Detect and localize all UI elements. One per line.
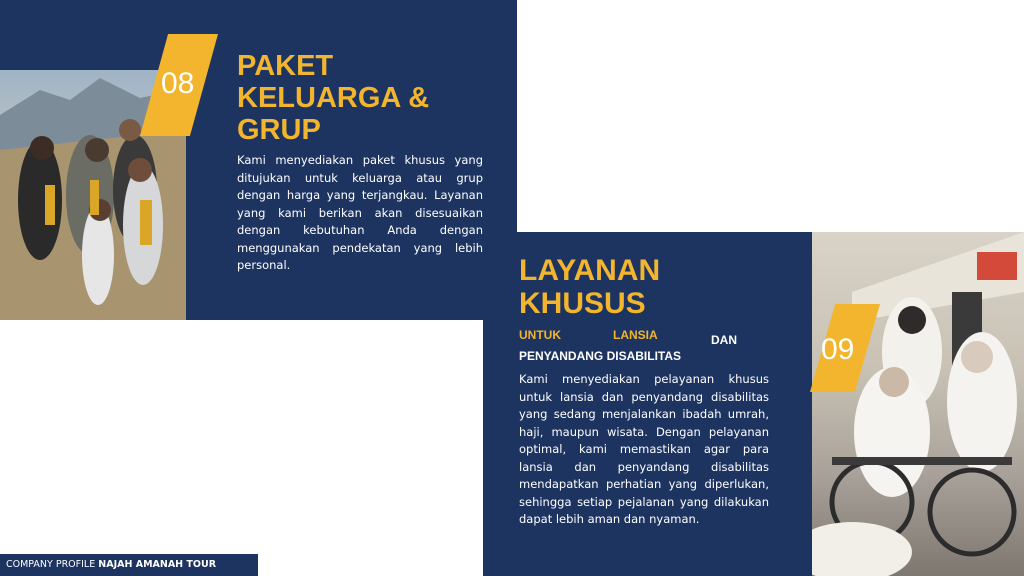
section-09-description: Kami menyediakan pelayanan khusus untuk lansia dan penyandang disabilitas yang sedang menjalankan ibadah umrah, haji, maupun wisata. Dengan pelayanan optimal, kami memastikan agar para lansia dan penyandang disabilitas mendapatkan perhatian yang diperlukan, sehingga setiap pejalanan yang dilakukan dapat lebih aman dan nyaman. (519, 372, 769, 526)
section-09-number: 09 (821, 333, 855, 366)
section-09-subtitle-lansia: LANSIA (613, 328, 658, 342)
section-09-title: LAYANAN KHUSUS (519, 254, 661, 320)
section-08-title: PAKET KELUARGA & GRUP (237, 50, 430, 146)
elderly-wheelchair-photo (812, 232, 1024, 576)
section-08-number: 08 (161, 67, 195, 100)
wheelchair-photo-illustration (812, 232, 1024, 576)
footer-brand: NAJAH AMANAH TOUR (98, 559, 217, 570)
section-08-description: Kami menyediakan paket khusus yang ditujukan untuk keluarga atau grup dengan harga yang terjangkau. Layanan yang kami berikan akan disesuaikan dengan kebutuhan Anda dengan menggunakan pendekatan yang lebih personal. (237, 153, 483, 272)
section-09-subtitle-dan: DAN (711, 333, 737, 347)
footer-bar (0, 554, 258, 576)
footer-label: COMPANY PROFILE (6, 559, 96, 570)
section-09-subtitle-untuk: UNTUK (519, 328, 561, 342)
section-09-subtitle-disabilitas: PENYANDANG DISABILITAS (519, 349, 682, 363)
